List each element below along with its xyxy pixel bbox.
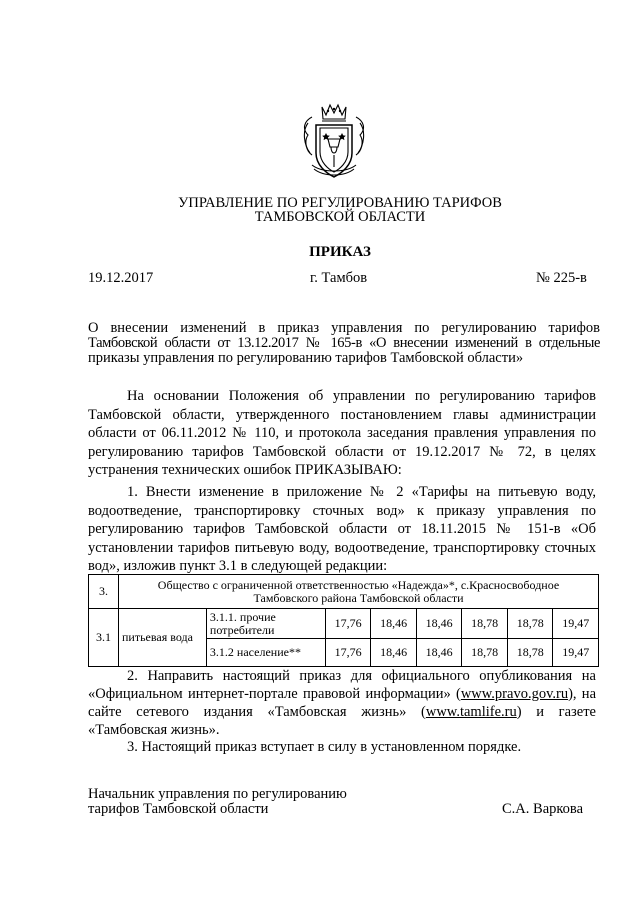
- item-number-cell: 3.1: [89, 609, 119, 667]
- item-2-text-c: ) и газете «Тамбовская жизнь».: [88, 704, 596, 738]
- signatory-name: С.А. Варкова: [502, 801, 584, 817]
- tariff-value: 18,78: [507, 609, 553, 639]
- item-1-paragraph: 1. Внести изменение в приложение № 2 «Тарифы на питьевую воду, водоотведение, транспортировку сточных вод» к приказу управления по регулированию тарифов Тамбовской области от 18.11.2015 № 151-в «Об установлении тарифов питьевую воду, водоотведение, транспортировку сточных вод», изложив пункт 3.1 в следующей редакции:: [88, 484, 596, 574]
- preamble-paragraph: На основании Положения об управлении по регулированию тарифов Тамбовской области, утвержденного постановлением главы администрации области от 06.11.2012 № 110, и протокола заседания правления управления по регулированию тарифов Тамбовской области от 19.12.2017 № 72, в целях устранения технических ошибок ПРИКАЗЫВАЮ:: [88, 388, 596, 478]
- section-number-cell: 3.: [89, 575, 119, 609]
- position-line2: тарифов Тамбовской области: [88, 801, 269, 817]
- document-city: г. Тамбов: [310, 270, 368, 286]
- organization-line2: Тамбовского района Тамбовской области: [253, 590, 464, 605]
- subject-line3: приказы управления по регулированию тарифов Тамбовской области»: [88, 350, 524, 366]
- position-line1: Начальник управления по регулированию: [88, 786, 347, 802]
- tariff-value: 18,78: [462, 609, 508, 639]
- tambov-region-coat-of-arms-icon: [298, 95, 370, 181]
- table-row: [89, 609, 599, 639]
- document-date: 19.12.2017: [88, 270, 154, 286]
- signatory-position: [88, 787, 347, 817]
- item-2-paragraph: [88, 667, 596, 739]
- tariff-value: 18,78: [507, 639, 553, 667]
- subject-line1: О внесении изменений в приказ управления по регулированию тарифов: [88, 320, 600, 336]
- pravo-link[interactable]: www.pravo.gov.ru: [460, 686, 569, 702]
- tariff-value: 19,47: [553, 639, 599, 667]
- tariff-value: 17,76: [325, 639, 371, 667]
- item-2-text-a: 2. Направить настоящий приказ для официального опубликования на «Официальном интернет-портале правовой информации» (: [88, 668, 596, 702]
- tariff-table: [88, 574, 599, 667]
- tariff-value: 18,46: [416, 639, 462, 667]
- consumer-label-cell: 3.1.1. прочие потребители: [206, 609, 325, 639]
- org-name-line2: ТАМБОВСКОЙ ОБЛАСТИ: [254, 209, 426, 225]
- subject-line2: Тамбовской области от 13.12.2017 № 165-в «О внесении изменений в отдельные: [88, 335, 600, 351]
- document-subject: [88, 321, 600, 366]
- item-3-paragraph: 3. Настоящий приказ вступает в силу в установленном порядке.: [127, 739, 522, 755]
- document-number: № 225-в: [536, 270, 587, 286]
- organization-cell: [119, 575, 599, 609]
- service-cell: питьевая вода: [119, 609, 207, 667]
- tariff-value: 18,46: [416, 609, 462, 639]
- org-name-line1: УПРАВЛЕНИЕ ПО РЕГУЛИРОВАНИЮ ТАРИФОВ: [178, 195, 502, 211]
- tariff-value: 18,78: [462, 639, 508, 667]
- tariff-value: 18,46: [371, 639, 417, 667]
- consumer-label-cell: 3.1.2 население**: [206, 639, 325, 667]
- tariff-value: 17,76: [325, 609, 371, 639]
- document-title: ПРИКАЗ: [309, 244, 371, 260]
- organization-line1: Общество с ограниченной ответственностью «Надежда»*, с.Красносвободное: [157, 577, 560, 592]
- tariff-value: 18,46: [371, 609, 417, 639]
- tariff-value: 19,47: [553, 609, 599, 639]
- item-2-text-b: ), на сайте сетевого издания «Тамбовская жизнь» (: [88, 686, 597, 720]
- tamlife-link[interactable]: www.tamlife.ru: [425, 704, 517, 720]
- table-header-row: [89, 575, 599, 609]
